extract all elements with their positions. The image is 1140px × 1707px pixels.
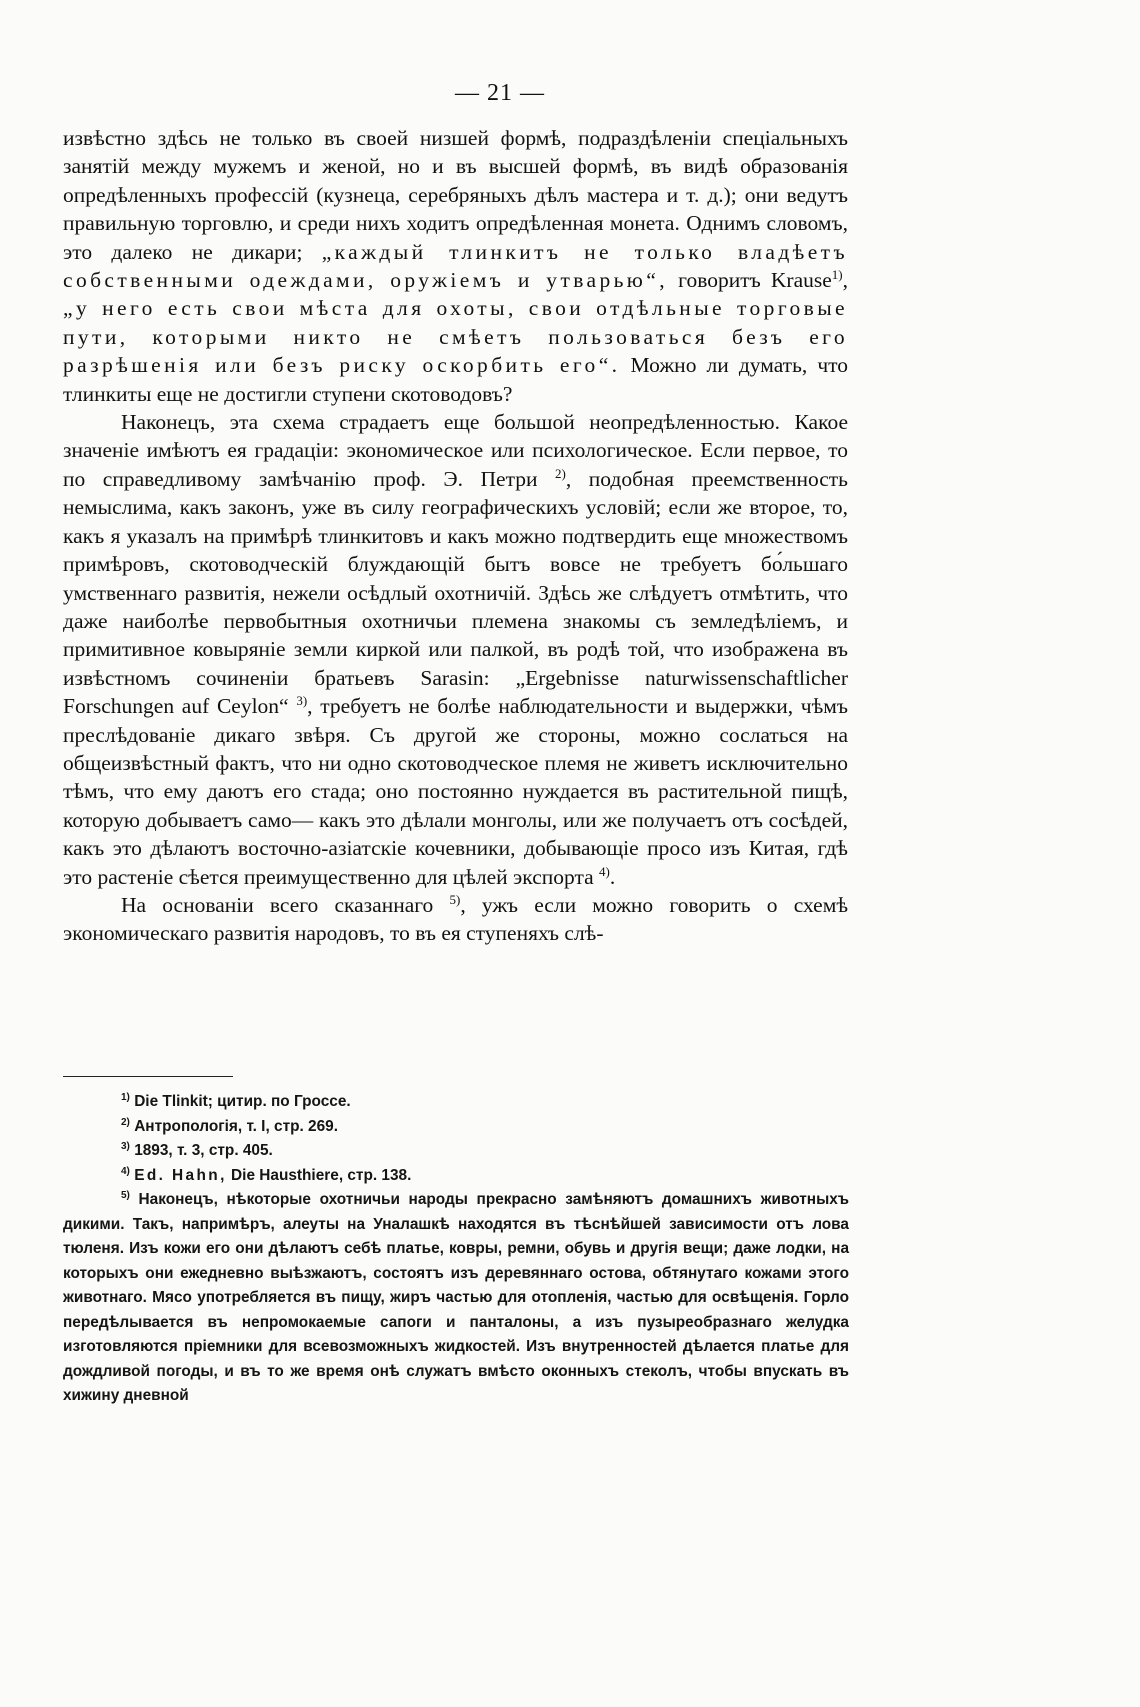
footnote-4-number: 4) bbox=[121, 1165, 130, 1177]
paragraph-1 bbox=[63, 124, 848, 408]
footnote-ref-2: 2) bbox=[555, 465, 566, 481]
footnote-4-text: Die Hausthiere, стр. 138. bbox=[231, 1166, 412, 1184]
footnote-1-number: 1) bbox=[121, 1091, 130, 1103]
paragraph-3-text-a: На основаніи всего сказаннаго bbox=[121, 892, 434, 917]
paragraph-1-text-a: извѣстно здѣсь не только въ своей низшей формѣ, подраздѣленіи спеціальныхъ занятій между мужемъ и женой, но и въ высшей формѣ, въ видѣ образованія опредѣленныхъ профессій (кузнеца, серебряныхъ дѣлъ мастера и т. д.); они ведутъ правильную торговлю, и среди нихъ ходитъ опредѣленная монета. Однимъ словомъ, это далеко не дикари; bbox=[63, 126, 848, 264]
paragraph-2-text-a: Наконецъ, эта схема страдаетъ еще большой неопредѣленностью. Какое значеніе имѣютъ ея градаціи: экономическое или психологическое. Если первое, то по справедливому замѣчанію проф. Э. Петри bbox=[63, 410, 848, 491]
footnote-ref-4: 4) bbox=[599, 863, 610, 879]
footnote-ref-1: 1) bbox=[831, 266, 843, 282]
footnote-5-number: 5) bbox=[121, 1189, 130, 1201]
footnote-1 bbox=[63, 1090, 849, 1115]
footnote-divider bbox=[63, 1076, 233, 1077]
quote-tlinkit-property: „каждый тлинкитъ не только владѣетъ собственными одеждами, оружіемъ и утварью“, bbox=[63, 239, 848, 293]
footnote-ref-5: 5) bbox=[449, 891, 461, 907]
footnote-2 bbox=[63, 1115, 849, 1140]
footnote-ref-3: 3) bbox=[296, 692, 308, 708]
main-text bbox=[63, 124, 848, 948]
quote-hunting-places: „у него есть свои мѣста для охоты, свои отдѣльные торговые пути, которыми никто не смѣетъ пользоваться безъ его разрѣшенія или безъ риску оскорбить его“. bbox=[63, 296, 848, 378]
footnote-2-text: Антропологія, т. I, стр. 269. bbox=[134, 1117, 339, 1135]
footnote-2-number: 2) bbox=[121, 1116, 130, 1128]
footnote-4-author: Ed. Hahn, bbox=[134, 1166, 227, 1184]
paragraph-3-text-b: , ужъ если можно говорить о схемѣ экономическаго развитія народовъ, то въ ея ступеняхъ слѣ- bbox=[63, 892, 849, 946]
paragraph-2 bbox=[63, 408, 848, 891]
paragraph-1-text-b: говоритъ Krause bbox=[678, 268, 832, 293]
footnote-5 bbox=[63, 1188, 849, 1409]
footnote-1-text: Die Tlinkit; цитир. по Гроссе. bbox=[134, 1093, 351, 1110]
paragraph-2-text-b: , подобная преемственность немыслима, какъ законъ, уже въ силу географическихъ условій; если же второе, то, какъ я указалъ на примѣрѣ тлинкитовъ и какъ можно подтвердить еще множествомъ примѣровъ, скотоводческій блуждающій бытъ вовсе не требуетъ бо́льшаго умственнаго развитія, нежели осѣдлый охотничій. Здѣсь же слѣдуетъ отмѣтить, что даже наиболѣе первобытныя охотничьи племена знакомы съ земледѣліемъ, и примитивное ковыряніе земли киркой или палкой, въ родѣ той, что изображена въ извѣстномъ сочиненіи братьевъ Sarasin: „Ergebnisse naturwissenschaftlicher Forschungen auf Ceylon“ bbox=[63, 466, 848, 719]
paragraph-1-comma: , bbox=[842, 268, 848, 293]
paragraph-3 bbox=[63, 891, 848, 948]
footnote-5-text: Наконецъ, нѣкоторые охотничьи народы прекрасно замѣняютъ домашнихъ животныхъ дикими. Такъ, напримѣръ, алеуты на Уналашкѣ находятся въ тѣснѣйшей зависимости отъ лова тюленя. Изъ кожи его они дѣлаютъ себѣ платье, ковры, ремни, обувь и другія вещи; даже лодки, на которыхъ они ежедневно выѣзжаютъ, состоятъ изъ деревяннаго остова, обтянутаго кожами этого животнаго. Мясо употребляется въ пищу, жиръ частью для отопленія, частью для освѣщенія. Горло передѣлывается въ непромокаемые сапоги и панталоны, а изъ пузыреобразнаго желудка изготовляются пріемники для всевозможныхъ жидкостей. Изъ внутренностей дѣлается платье для дождливой погоды, и въ то же время онѣ служатъ вмѣсто оконныхъ стеколъ, чтобы впускать въ хижину дневной bbox=[63, 1191, 849, 1404]
footnote-3-number: 3) bbox=[121, 1140, 130, 1152]
paragraph-2-text-d: . bbox=[609, 864, 616, 889]
footnote-3-text: 1893, т. 3, стр. 405. bbox=[134, 1142, 273, 1159]
paragraph-2-text-c: , требуетъ не болѣе наблюдательности и выдержки, чѣмъ преслѣдованіе дикаго звѣря. Съ другой же стороны, можно сослаться на общеизвѣстный фактъ, что ни одно скотоводческое племя не живетъ исключительно тѣмъ, что ему даютъ его стада; оно постоянно нуждается въ растительной пищѣ, которую добываетъ само— какъ это дѣлали монголы, или же получаетъ отъ сосѣдей, какъ это дѣлаютъ восточно-азіатскіе кочевники, добывающіе просо изъ Китая, гдѣ это растеніе сѣется преимущественно для цѣлей экспорта bbox=[63, 694, 849, 889]
footnote-3 bbox=[63, 1139, 849, 1164]
footnote-4 bbox=[63, 1164, 849, 1189]
footnotes bbox=[63, 1090, 849, 1409]
page-number: — 21 — bbox=[455, 80, 545, 106]
paragraph-1-text-c: Можно ли думать, что тлинкиты еще не достигли ступени скотоводовъ? bbox=[63, 353, 849, 406]
